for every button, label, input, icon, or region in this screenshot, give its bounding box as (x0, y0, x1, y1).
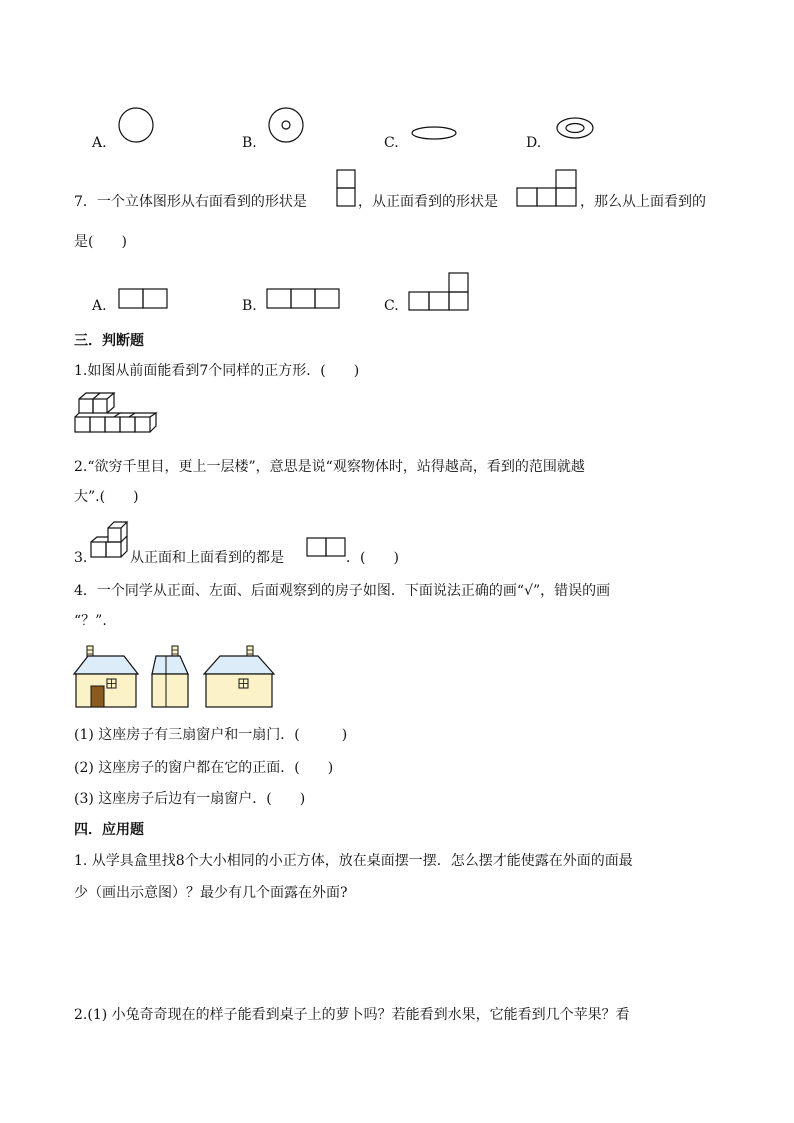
q7-right-view-figure (336, 169, 358, 209)
section-3-title: 三．判断题 (74, 333, 144, 349)
q6-option-b[interactable]: B. (242, 135, 257, 151)
q7-option-c[interactable]: C. (384, 298, 399, 314)
q6-option-c[interactable]: C. (384, 135, 399, 151)
q7-option-b[interactable]: B. (242, 298, 257, 314)
s3-q2-line1: 2.“欲穷千里目，更上一层楼”，意思是说“观察物体时，站得越高，看到的范围就越 (74, 459, 585, 475)
section-4-title: 四．应用题 (74, 822, 144, 838)
s3-q2-line2: 大”.( ) (74, 489, 139, 505)
q7-option-a-figure (118, 288, 172, 312)
s4-q1-line2: 少（画出示意图）？最少有几个面露在外面? (74, 885, 348, 901)
house-back-view-figure (202, 644, 276, 710)
s3-q4-line2: “？”. (74, 613, 107, 629)
s3-q3-text-middle: 从正面和上面看到的都是 (130, 550, 284, 566)
s3-q3-text-suffix: ．( ) (346, 550, 399, 566)
s3-q3-answer-figure (306, 537, 350, 561)
s4-q1-line1: 1. 从学具盒里找8个大小相同的小正方体，放在桌面摆一摆．怎么摆才能使露在外面的面最 (74, 853, 633, 869)
q7-text-prefix: 7．一个立体图形从右面看到的形状是 (74, 194, 307, 210)
s3-q4-line1: 4．一个同学从正面、左面、后面观察到的房子如图．下面说法正确的画“√”，错误的画 (74, 583, 611, 599)
q7-text-suffix: ，那么从上面看到的 (580, 194, 706, 210)
s4-q2-line1: 2.(1) 小兔奇奇现在的样子能看到桌子上的萝卜吗？若能看到水果，它能看到几个苹果？看 (74, 1007, 630, 1023)
q7-option-c-figure (408, 272, 472, 314)
q6-option-a[interactable]: A. (92, 135, 107, 151)
s3-q4-sub3: (3) 这座房子后边有一扇窗户．( ) (74, 791, 306, 807)
s3-q1-text: 1.如图从前面能看到7个同样的正方形．( ) (74, 363, 360, 379)
q7-text-line2: 是( ) (74, 234, 127, 250)
q7-option-a[interactable]: A. (92, 298, 107, 314)
s3-q3-number: 3. (74, 550, 88, 566)
q7-text-middle: ，从正面看到的形状是 (358, 194, 498, 210)
s3-q3-cubes-figure (88, 520, 132, 564)
q6-option-a-circle-figure (118, 108, 158, 148)
house-front-view-figure (72, 644, 140, 710)
q7-front-view-figure (516, 169, 580, 209)
house-left-view-figure (150, 644, 190, 710)
s3-q4-sub1: (1) 这座房子有三扇窗户和一扇门．( ) (74, 727, 348, 743)
q6-option-b-ring-figure (268, 108, 308, 148)
s3-q4-sub2: (2) 这座房子的窗户都在它的正面．( ) (74, 760, 334, 776)
q6-option-d[interactable]: D. (526, 135, 542, 151)
q7-option-b-figure (266, 288, 344, 312)
q6-option-d-ellipse-ring-figure (555, 116, 599, 146)
q6-option-c-ellipse-figure (410, 124, 462, 148)
s3-q1-cubes-figure (74, 392, 158, 442)
